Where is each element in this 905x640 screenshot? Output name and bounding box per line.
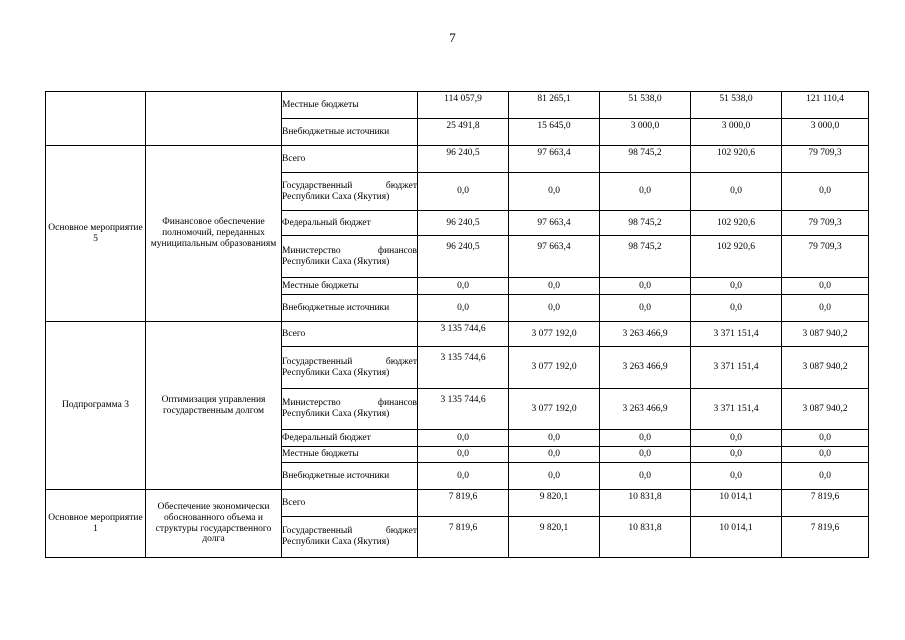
value-cell: 0,0: [691, 295, 782, 322]
value-cell: 0,0: [509, 447, 600, 463]
table-row: [46, 490, 869, 517]
name-cell: Обеспечение экономически обоснованного объема и структуры государственного долга: [146, 490, 282, 558]
value-cell: 0,0: [600, 447, 691, 463]
value-cell: 0,0: [782, 295, 869, 322]
value-cell: 0,0: [691, 173, 782, 211]
value-cell: 0,0: [600, 430, 691, 447]
value-cell: 0,0: [691, 278, 782, 295]
value-cell: 79 709,3: [782, 236, 869, 278]
value-cell: 0,0: [418, 278, 509, 295]
value-cell: 98 745,2: [600, 211, 691, 236]
value-cell: 3 077 192,0: [509, 389, 600, 430]
source-cell: Внебюджетные источники: [282, 295, 418, 322]
value-cell: 3 000,0: [691, 119, 782, 146]
source-cell: Местные бюджеты: [282, 92, 418, 119]
value-cell: 114 057,9: [418, 92, 509, 119]
source-cell: Местные бюджеты: [282, 278, 418, 295]
value-cell: 0,0: [600, 173, 691, 211]
source-cell: Государственный бюджет Республики Саха (Якутия): [282, 173, 418, 211]
value-cell: 9 820,1: [509, 517, 600, 558]
value-cell: 3 087 940,2: [782, 347, 869, 389]
value-cell: 102 920,6: [691, 146, 782, 173]
value-cell: 10 014,1: [691, 490, 782, 517]
value-cell: 96 240,5: [418, 146, 509, 173]
value-cell: 3 077 192,0: [509, 322, 600, 347]
value-cell: 102 920,6: [691, 211, 782, 236]
value-cell: 51 538,0: [600, 92, 691, 119]
value-cell: 0,0: [509, 430, 600, 447]
value-cell: 15 645,0: [509, 119, 600, 146]
value-cell: 10 831,8: [600, 490, 691, 517]
value-cell: 96 240,5: [418, 236, 509, 278]
value-cell: 96 240,5: [418, 211, 509, 236]
source-cell: Министерство финансов Республики Саха (Якутия): [282, 236, 418, 278]
value-cell: 3 263 466,9: [600, 322, 691, 347]
value-cell: 3 135 744,6: [418, 322, 509, 347]
value-cell: 7 819,6: [418, 490, 509, 517]
value-cell: 0,0: [509, 173, 600, 211]
value-cell: 3 371 151,4: [691, 347, 782, 389]
source-cell: Федеральный бюджет: [282, 211, 418, 236]
table-row: [46, 92, 869, 119]
value-cell: 0,0: [418, 447, 509, 463]
value-cell: 0,0: [509, 463, 600, 490]
value-cell: 0,0: [782, 447, 869, 463]
event-cell: Основное мероприятие 5: [46, 146, 146, 322]
page-number: 7: [449, 30, 456, 45]
value-cell: 98 745,2: [600, 146, 691, 173]
value-cell: 7 819,6: [418, 517, 509, 558]
source-cell: Государственный бюджет Республики Саха (Якутия): [282, 517, 418, 558]
table-row: [46, 146, 869, 173]
value-cell: 10 014,1: [691, 517, 782, 558]
source-cell: Всего: [282, 322, 418, 347]
source-cell: Внебюджетные источники: [282, 463, 418, 490]
name-cell: [146, 92, 282, 146]
value-cell: 3 263 466,9: [600, 389, 691, 430]
value-cell: 81 265,1: [509, 92, 600, 119]
value-cell: 25 491,8: [418, 119, 509, 146]
source-cell: Всего: [282, 490, 418, 517]
value-cell: 0,0: [782, 278, 869, 295]
value-cell: 0,0: [600, 463, 691, 490]
value-cell: 7 819,6: [782, 517, 869, 558]
event-cell: Основное мероприятие 1: [46, 490, 146, 558]
value-cell: 3 087 940,2: [782, 389, 869, 430]
value-cell: 7 819,6: [782, 490, 869, 517]
value-cell: 102 920,6: [691, 236, 782, 278]
value-cell: 10 831,8: [600, 517, 691, 558]
value-cell: 97 663,4: [509, 211, 600, 236]
value-cell: 0,0: [418, 463, 509, 490]
value-cell: 3 135 744,6: [418, 389, 509, 430]
source-cell: Государственный бюджет Республики Саха (Якутия): [282, 347, 418, 389]
value-cell: 51 538,0: [691, 92, 782, 119]
value-cell: 0,0: [509, 278, 600, 295]
value-cell: 3 263 466,9: [600, 347, 691, 389]
value-cell: 0,0: [600, 295, 691, 322]
source-cell: Внебюджетные источники: [282, 119, 418, 146]
source-cell: Федеральный бюджет: [282, 430, 418, 447]
value-cell: 0,0: [782, 430, 869, 447]
value-cell: 3 087 940,2: [782, 322, 869, 347]
value-cell: 0,0: [691, 430, 782, 447]
value-cell: 0,0: [418, 173, 509, 211]
value-cell: 0,0: [782, 463, 869, 490]
name-cell: Оптимизация управления государственным долгом: [146, 322, 282, 490]
name-cell: Финансовое обеспечение полномочий, переданных муниципальным образованиям: [146, 146, 282, 322]
value-cell: 3 371 151,4: [691, 322, 782, 347]
value-cell: 0,0: [509, 295, 600, 322]
event-cell: Подпрограмма 3: [46, 322, 146, 490]
table-row: [46, 322, 869, 347]
value-cell: 0,0: [691, 447, 782, 463]
source-cell: Местные бюджеты: [282, 447, 418, 463]
source-cell: Всего: [282, 146, 418, 173]
value-cell: 0,0: [418, 430, 509, 447]
value-cell: 3 371 151,4: [691, 389, 782, 430]
value-cell: 0,0: [782, 173, 869, 211]
source-cell: Министерство финансов Республики Саха (Якутия): [282, 389, 418, 430]
event-cell: [46, 92, 146, 146]
value-cell: 121 110,4: [782, 92, 869, 119]
value-cell: 0,0: [691, 463, 782, 490]
budget-table: [45, 91, 869, 558]
value-cell: 79 709,3: [782, 211, 869, 236]
value-cell: 0,0: [418, 295, 509, 322]
value-cell: 97 663,4: [509, 146, 600, 173]
value-cell: 98 745,2: [600, 236, 691, 278]
value-cell: 97 663,4: [509, 236, 600, 278]
value-cell: 3 077 192,0: [509, 347, 600, 389]
value-cell: 0,0: [600, 278, 691, 295]
value-cell: 3 000,0: [782, 119, 869, 146]
value-cell: 3 135 744,6: [418, 347, 509, 389]
value-cell: 3 000,0: [600, 119, 691, 146]
value-cell: 9 820,1: [509, 490, 600, 517]
value-cell: 79 709,3: [782, 146, 869, 173]
